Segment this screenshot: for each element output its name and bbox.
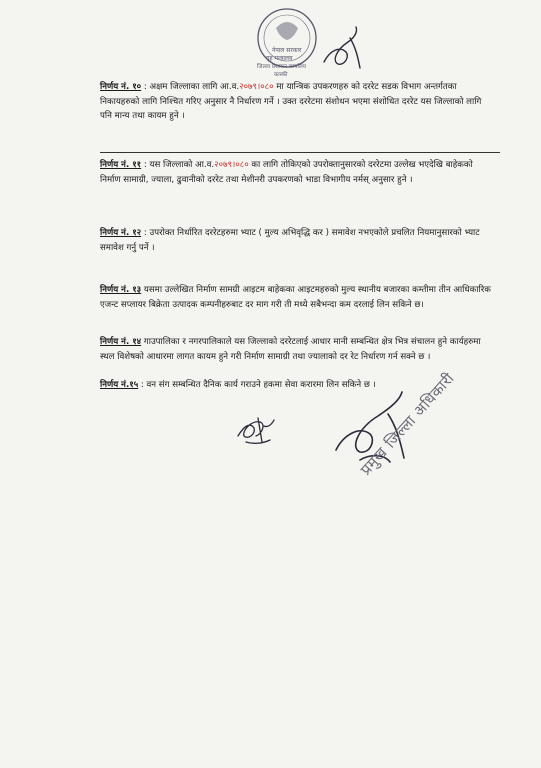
decision-13	[100, 283, 495, 312]
decision-11-label: निर्णय नं. ११	[100, 160, 142, 170]
decision-12	[100, 226, 495, 255]
seal-line-4: कास्की	[274, 72, 288, 78]
decision-15-text: : वन संग सम्बन्धित दैनिक कार्य गराउने हकमा सेवा करारमा लिन सकिने छ ।	[138, 380, 376, 390]
decision-10-label: निर्णय नं. १०	[100, 82, 142, 92]
decision-14-text: गाउपालिका र नगरपालिकाले यस जिल्लाको दररेटलाई आधार मानी सम्बन्धित क्षेत्र भित्र संचालन हुने कार्यहरुमा स्थल विशेषको आधारमा लागत कायम हुने गरी निर्माण सामाग्री तथा ज्यालाको दर रेट निर्धारण गर्न सक्ने छ ।	[100, 337, 481, 362]
decision-11-fiscal-year: २०७९।०८०	[214, 160, 249, 170]
decision-12-label: निर्णय नं. १२	[100, 228, 142, 238]
decision-11	[100, 158, 495, 187]
section-divider	[100, 152, 500, 153]
top-signature	[320, 24, 364, 72]
decision-14	[100, 335, 495, 364]
decision-14-label: निर्णय नं. १४	[100, 337, 142, 347]
seal-line-2: गृह मन्त्रालय	[266, 55, 293, 62]
designation-stamp: प्रमुख जिल्ला अधिकारी	[356, 369, 458, 479]
decision-13-text: यसमा उल्लेखित निर्माण सामग्री आइटम बाहेकका आइटमहरुको मुल्य स्थानीय बजारका कम्तीमा तीन आधिकारिक एजन्ट सप्लायर बिक्रेता उत्पादक कम्पनीहरुबाट दर माग गरी ती मध्ये सबैभन्दा कम दरलाई लिन सकिने छ।	[100, 285, 491, 310]
seal-line-1: नेपाल सरकार	[272, 47, 302, 54]
decision-10-fiscal-year: २०७९।०८०	[239, 82, 274, 92]
decision-11-text-a: : यस जिल्लाको आ.व.	[141, 160, 215, 170]
decision-11-text-b: का लागि तोकिएको उपरोक्तानुसारको दररेटमा उल्लेख भएदेखि बाहेकको निर्माण सामाग्री, ज्याला, ढुवानीको दररेट तथा मेशीनरी उपकरणको भाडा विभागीय नर्मस् अनुसार हुने ।	[100, 160, 473, 185]
seal-line-3: जिल्ला प्रशासन कार्यालय	[257, 64, 306, 70]
decision-10-text-a: : अक्षम जिल्लाका लागि आ.व.	[141, 82, 240, 92]
decision-13-label: निर्णय नं. १३	[100, 285, 142, 295]
left-signature	[232, 412, 278, 448]
decision-12-text: : उपरोक्त निर्धारित दररेटहरुमा भ्याट ( मुल्य अभिवृद्धि कर ) समावेश नभएकोले प्रचलित नियमानुसारको भ्याट समावेश गर्नु पर्ने ।	[100, 228, 480, 253]
decision-15-label: निर्णय नं.१५	[100, 380, 139, 390]
decision-10	[100, 80, 495, 124]
decision-10-text-b: मा यान्त्रिक उपकरणहरु को दररेट सडक विभाग अन्तर्गतका निकायहरुको लागि निश्चित गरिए अनुसार नै निर्धारण गर्ने । उक्त दररेटमा संशोधन भएमा संशोधित दररेट यस जिल्लाको लागि पनि मान्य तथा कायम हुने ।	[100, 82, 482, 121]
office-seal	[254, 6, 320, 78]
